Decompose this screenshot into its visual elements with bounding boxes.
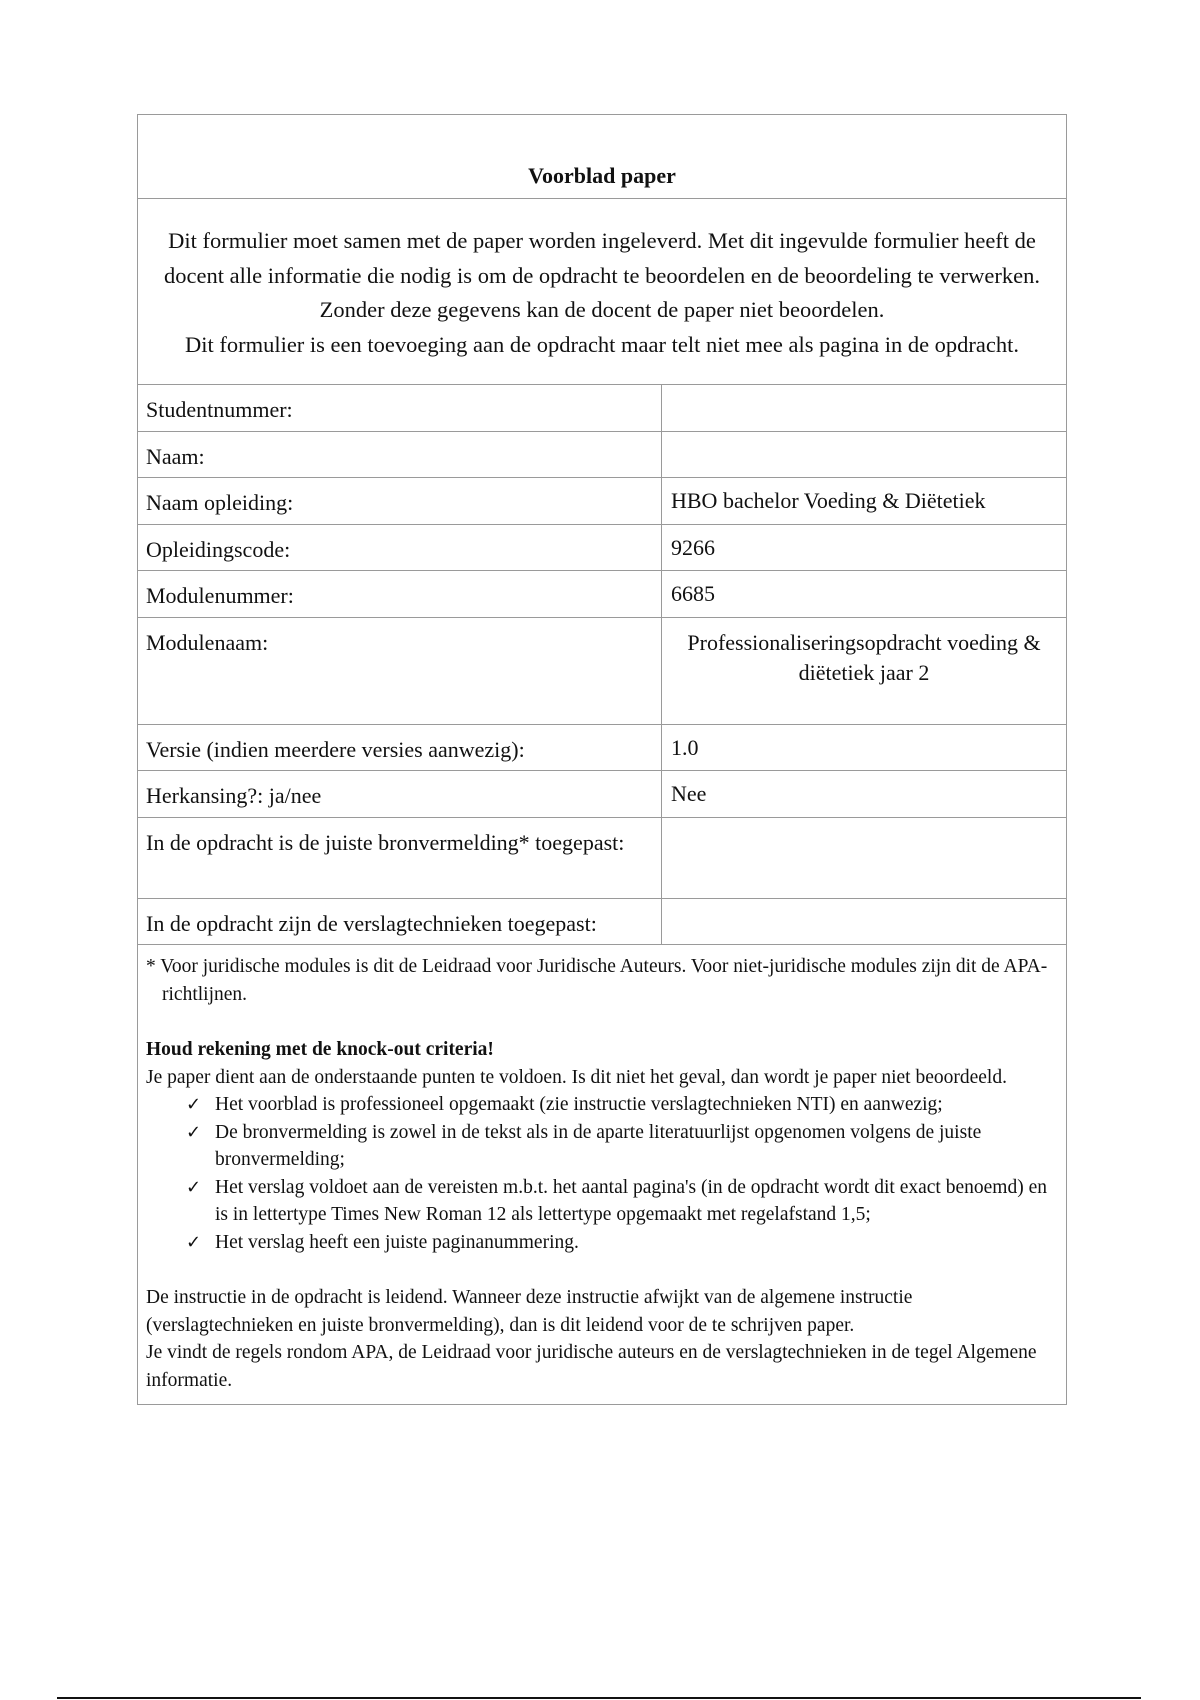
criterion-text: Het verslag voldoet aan de vereisten m.b.t. het aantal pagina's (in de opdracht wordt dit exact benoemd) en is in lettertype Times New Roman 12 als lettertype opgemaakt met regelafstand 1,5;	[215, 1176, 1047, 1225]
form-title: Voorblad paper	[138, 115, 1066, 199]
naam-opleiding-field[interactable]: HBO bachelor Voeding & Diëtetiek	[671, 488, 986, 513]
field-label: Studentnummer:	[138, 385, 662, 431]
list-item	[186, 1119, 1058, 1174]
row-verslagtechnieken	[138, 899, 1066, 946]
row-naam-opleiding	[138, 478, 1066, 525]
intro-paragraph: Dit formulier moet samen met de paper worden ingeleverd. Met dit ingevulde formulier heeft de docent alle informatie die nodig is om de opdracht te beoordelen en de beoordeling te verwerken. Zonder deze gegevens kan de docent de paper niet beoordelen.	[164, 228, 1040, 322]
footnote: * Voor juridische modules is dit de Leidraad voor Juridische Auteurs. Voor niet-juridische modules zijn dit de APA-richtlijnen.	[146, 956, 1048, 1005]
row-modulenaam	[138, 618, 1066, 725]
bronvermelding-field[interactable]	[662, 818, 1066, 898]
checkmark-icon: ✓	[186, 1176, 202, 1198]
cover-form	[137, 114, 1067, 1405]
field-label: Versie (indien meerdere versies aanwezig):	[138, 725, 662, 771]
list-item	[186, 1229, 1058, 1257]
intro-paragraph: Dit formulier is een toevoeging aan de opdracht maar telt niet mee als pagina in de opdracht.	[184, 331, 1020, 357]
row-modulenummer	[138, 571, 1066, 618]
checkmark-icon: ✓	[186, 1231, 202, 1253]
knockout-heading: Houd rekening met de knock-out criteria!	[146, 1039, 494, 1060]
opleidingscode-field[interactable]: 9266	[671, 534, 715, 560]
notes-section	[138, 945, 1066, 1404]
versie-field[interactable]: 1.0	[671, 734, 699, 760]
page-bottom-divider	[57, 1697, 1141, 1699]
field-label: In de opdracht zijn de verslagtechnieken toegepast:	[138, 899, 662, 945]
checkmark-icon: ✓	[186, 1121, 202, 1143]
list-item	[186, 1091, 1058, 1119]
field-label: Naam opleiding:	[138, 478, 662, 524]
field-label: Modulenummer:	[138, 571, 662, 617]
intro-text	[138, 199, 1066, 385]
herkansing-field[interactable]: Nee	[671, 781, 707, 806]
criterion-text: De bronvermelding is zowel in de tekst als in de aparte literatuurlijst opgenomen volgens de juiste bronvermelding;	[215, 1121, 982, 1170]
closing-paragraph: Je vindt de regels rondom APA, de Leidraad voor juridische auteurs en de verslagtechnieken in de tegel Algemene informatie.	[146, 1342, 1037, 1391]
modulenummer-field[interactable]: 6685	[671, 581, 715, 606]
knockout-intro: Je paper dient aan de onderstaande punten te voldoen. Is dit niet het geval, dan wordt je paper niet beoordeeld.	[146, 1066, 1007, 1088]
modulenaam-field[interactable]: Professionaliseringsopdracht voeding & diëtetiek jaar 2	[687, 629, 1041, 685]
criterion-text: Het voorblad is professioneel opgemaakt (zie instructie verslagtechnieken NTI) en aanwezig;	[215, 1094, 943, 1115]
studentnummer-field[interactable]	[662, 385, 1066, 431]
row-naam	[138, 432, 1066, 479]
criteria-list	[146, 1091, 1058, 1256]
field-label: Modulenaam:	[138, 618, 662, 724]
checkmark-icon: ✓	[186, 1094, 202, 1115]
naam-field[interactable]	[662, 432, 1066, 478]
row-studentnummer	[138, 385, 1066, 432]
row-opleidingscode	[138, 525, 1066, 572]
verslagtechnieken-field[interactable]	[662, 899, 1066, 945]
field-label: In de opdracht is de juiste bronvermelding* toegepast:	[138, 818, 662, 898]
closing-paragraph: De instructie in de opdracht is leidend. Wanneer deze instructie afwijkt van de algemene instructie (verslagtechnieken en juiste bronvermelding), dan is dit leidend voor de te schrijven paper.	[146, 1287, 913, 1336]
list-item	[186, 1174, 1058, 1229]
row-herkansing	[138, 771, 1066, 818]
field-label: Herkansing?: ja/nee	[138, 771, 662, 817]
field-label: Naam:	[138, 432, 662, 478]
row-bronvermelding	[138, 818, 1066, 899]
row-versie	[138, 725, 1066, 772]
criterion-text: Het verslag heeft een juiste paginanummering.	[215, 1231, 579, 1253]
field-label: Opleidingscode:	[138, 525, 662, 571]
